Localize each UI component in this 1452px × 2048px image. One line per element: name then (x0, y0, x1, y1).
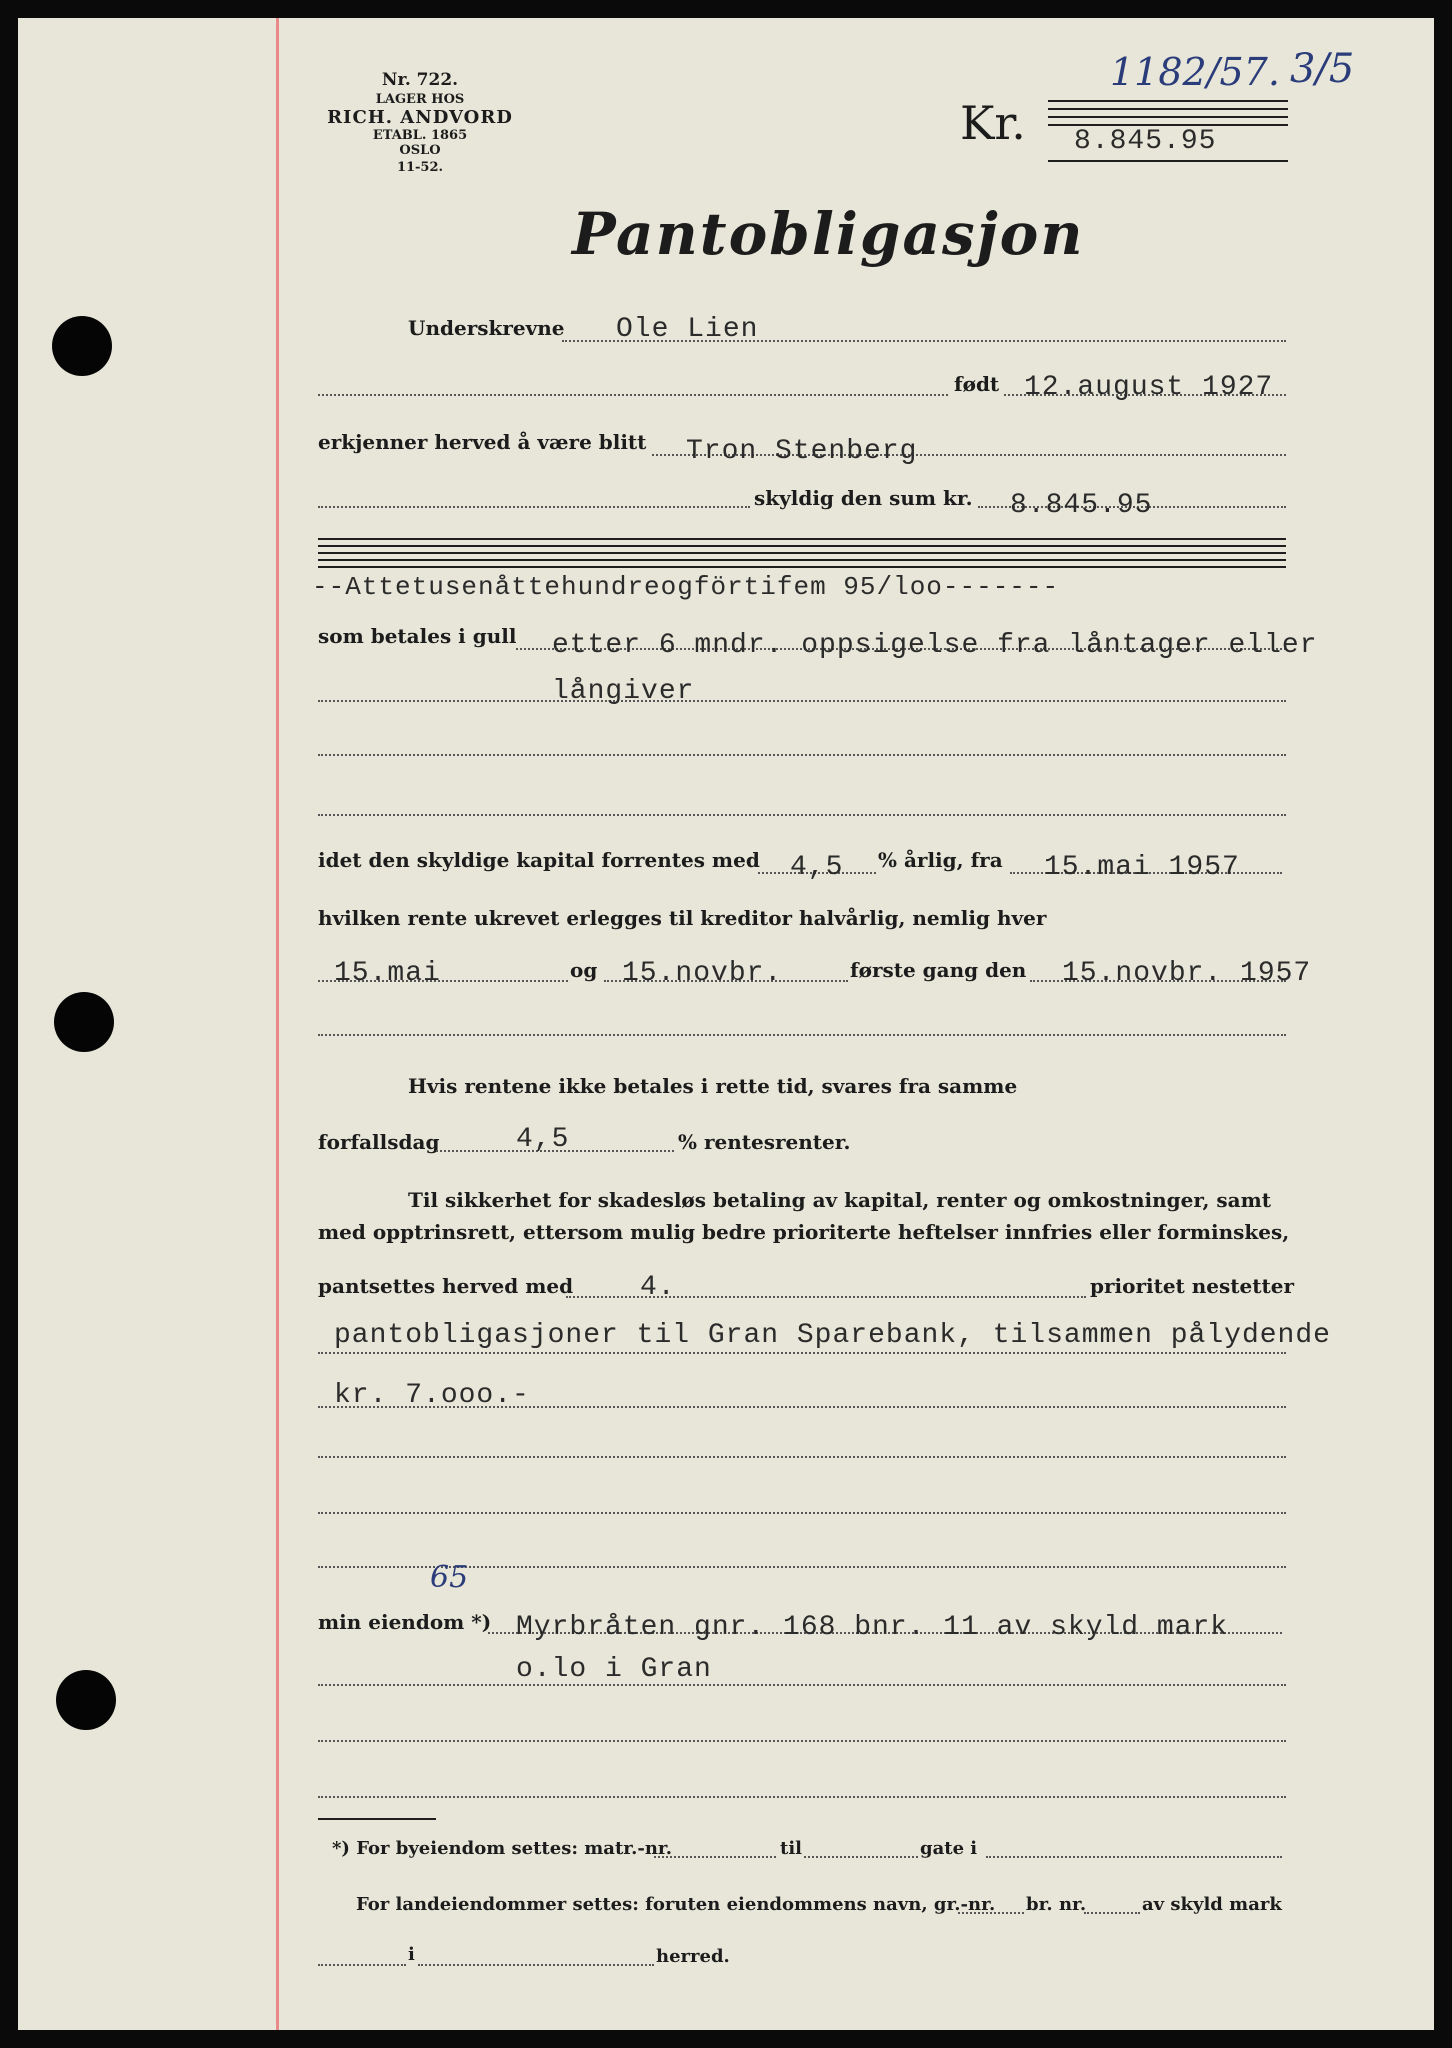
born-value: 12.august 1927 (1024, 372, 1274, 403)
undersigned-label: Underskrevne (408, 316, 565, 340)
margin-note: 65 (430, 1560, 469, 1595)
priority-label: prioritet nestetter (1090, 1274, 1294, 1298)
ruled-band (318, 559, 1286, 561)
footnote-til: til (780, 1838, 802, 1859)
interest-rate: 4,5 (790, 852, 844, 883)
ruled-band (318, 552, 1286, 554)
fill-line (804, 1856, 918, 1858)
printer-line: ETABL. 1865 (372, 128, 468, 143)
footnote-herred: herred. (656, 1946, 730, 1967)
payable-label: som betales i gull (318, 624, 517, 648)
printer-line: LAGER HOS (375, 92, 465, 107)
prior-encumbrance: pantobligasjoner til Gran Sparebank, tilsammen pålydende (334, 1320, 1331, 1351)
footnote-i: i (408, 1944, 415, 1965)
fill-line (318, 1684, 1286, 1686)
prior-encumbrance: kr. 7.ooo.- (334, 1380, 530, 1411)
fill-line (318, 814, 1286, 816)
footnote-br: br. nr. (1026, 1894, 1087, 1915)
first-time-label: første gang den (850, 958, 1027, 982)
ruled-band (318, 566, 1286, 568)
property-value: o.lo i Gran (516, 1654, 712, 1685)
halfyear-text: hvilken rente ukrevet erlegges til kreditor halvårlig, nemlig hver (318, 906, 1047, 930)
amount-rule (1048, 116, 1288, 118)
fill-line (418, 1964, 654, 1966)
ruled-band (318, 545, 1286, 547)
amount-rule (1048, 108, 1288, 110)
ruled-band (318, 538, 1286, 540)
fill-line (318, 1456, 1286, 1458)
amount-rule (1048, 160, 1288, 162)
penalty-text: Hvis rentene ikke betales i rette tid, svares fra samme (408, 1074, 1018, 1098)
footnote-city-label: *) For byeiendom settes: matr.-nr. (332, 1838, 673, 1859)
page-title: Pantobligasjon (572, 200, 1085, 268)
fill-line (318, 754, 1286, 756)
interest-from: 15.mai 1957 (1044, 852, 1240, 883)
handwritten-reference: 1182/57. (1110, 50, 1280, 94)
property-label: min eiendom *) (318, 1610, 492, 1634)
fill-line (318, 700, 1286, 702)
amount-value: 8.845.95 (1074, 126, 1217, 157)
payable-value: långiver (552, 676, 695, 707)
due-label: forfallsdag (318, 1130, 440, 1154)
margin-rule (276, 18, 279, 2030)
property-value: Myrbråten gnr. 168 bnr. 11 av skyld mark (516, 1612, 1229, 1643)
annual-label: % årlig, fra (878, 848, 1003, 872)
interest-label: idet den skyldige kapital forrentes med (318, 848, 760, 872)
penalty-rate: 4,5 (516, 1124, 570, 1155)
fill-line (318, 1796, 1286, 1798)
footnote-rule (318, 1818, 436, 1820)
fill-line (318, 1740, 1286, 1742)
owing-label: skyldig den sum kr. (754, 486, 973, 510)
punch-hole-bottom (56, 1670, 116, 1730)
amount-label: Kr. (960, 96, 1026, 150)
fill-line (318, 394, 948, 396)
first-date: 15.novbr. 1957 (1062, 958, 1312, 989)
fill-line (318, 1034, 1286, 1036)
handwritten-fraction: 3/5 (1290, 46, 1355, 92)
fill-line (958, 1912, 1024, 1914)
acknowledge-label: erkjenner herved å være blitt (318, 430, 647, 454)
footnote-rural-label: For landeiendommer settes: foruten eiendommens navn, gr.-nr. (356, 1894, 996, 1915)
form-number: Nr. 722. (381, 70, 459, 90)
undersigned-value: Ole Lien (616, 314, 759, 345)
fill-line (318, 1352, 1286, 1354)
printer-name: RICH. ANDVORD (327, 107, 513, 128)
date-1: 15.mai (334, 958, 441, 989)
amount-rule (1048, 100, 1288, 102)
owing-value: 8.845.95 (1010, 490, 1153, 521)
payable-value: etter 6 mndr. oppsigelse fra låntager eller (552, 630, 1318, 661)
punch-hole-middle (54, 992, 114, 1052)
fill-line (318, 1964, 406, 1966)
fill-line (318, 506, 750, 508)
security-text: med opptrinsrett, ettersom mulig bedre prioriterte heftelser innfries eller forminskes, (318, 1220, 1290, 1244)
amount-in-words: --Attetusenåttehundreogförtifem 95/loo------- (312, 572, 1060, 602)
printer-line: OSLO (399, 143, 441, 158)
punch-hole-top (52, 316, 112, 376)
security-text: Til sikkerhet for skadesløs betaling av kapital, renter og omkostninger, samt (408, 1188, 1272, 1212)
fill-line (318, 1512, 1286, 1514)
creditor-value: Tron Stenberg (686, 436, 918, 467)
fill-line (986, 1856, 1282, 1858)
date-2: 15.novbr. (622, 958, 783, 989)
penalty-suffix: % rentesrenter. (678, 1130, 851, 1154)
priority-value: 4. (640, 1272, 676, 1303)
footnote-gate: gate i (920, 1838, 978, 1859)
printer-line: 11-52. (396, 160, 444, 175)
printer-block (310, 70, 530, 175)
and-label: og (570, 958, 598, 982)
pledge-label: pantsettes herved med (318, 1274, 574, 1298)
fill-line (654, 1856, 776, 1858)
born-label: født (954, 372, 1000, 396)
fill-line (1084, 1912, 1140, 1914)
footnote-skyld: av skyld mark (1142, 1894, 1282, 1915)
